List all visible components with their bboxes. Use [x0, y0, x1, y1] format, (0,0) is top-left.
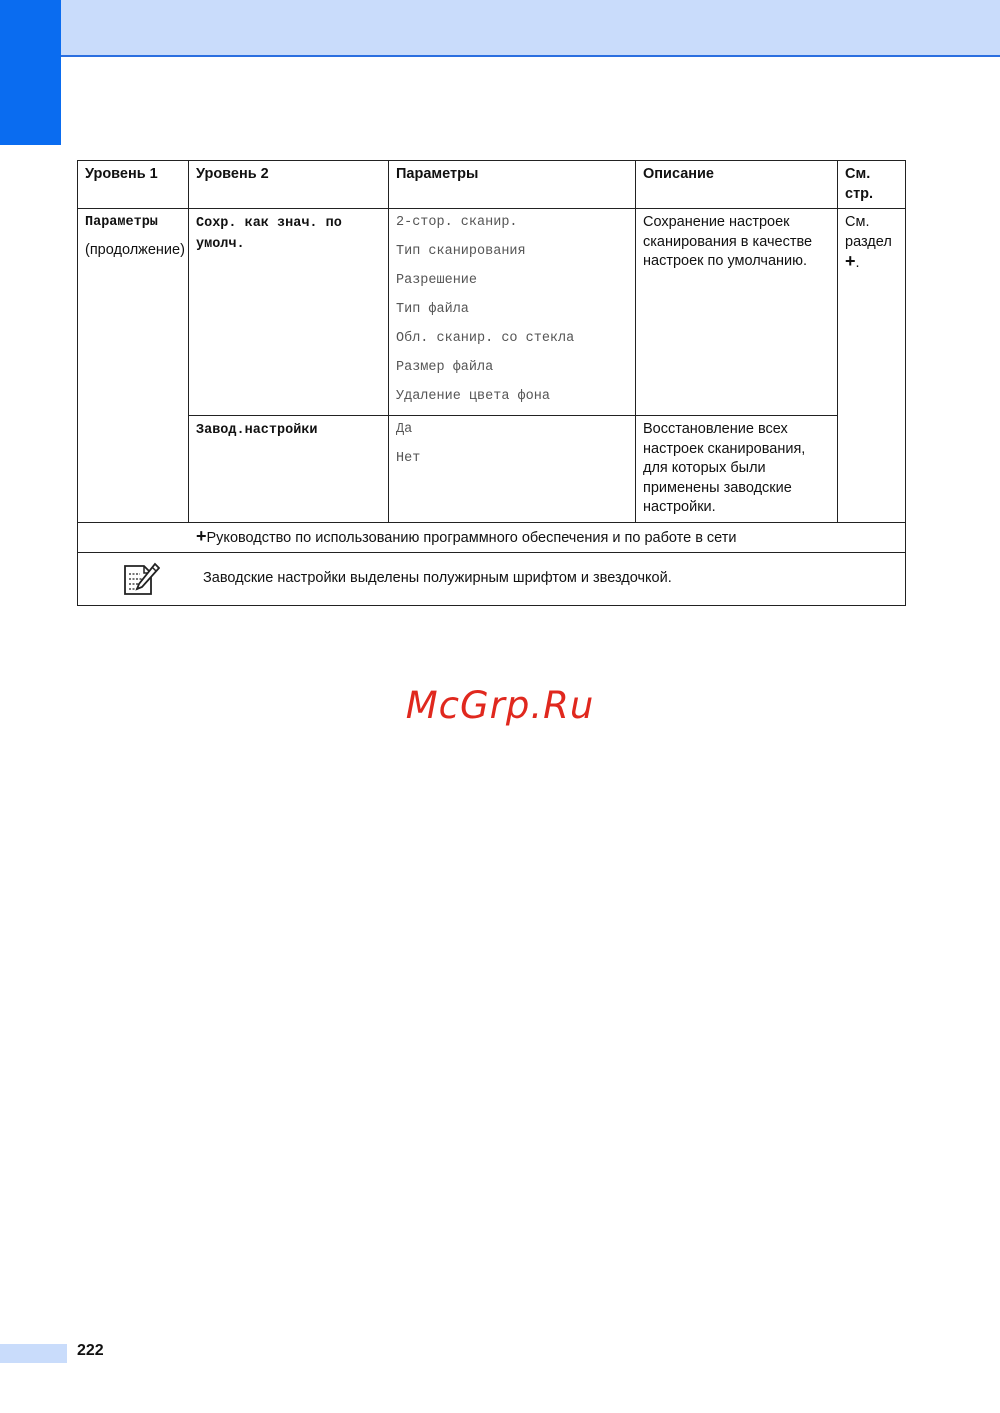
param-option: Нет: [396, 451, 421, 466]
level1-continuation: (продолжение): [85, 241, 185, 258]
note-row: [78, 553, 906, 606]
col-header-level1: Уровень 1: [78, 161, 189, 209]
watermark: McGrp.Ru: [405, 684, 595, 727]
param-option: Обл. сканир. со стекла: [396, 331, 575, 346]
table-header-row: [78, 161, 906, 209]
note-text: Заводские настройки выделены полужирным шрифтом и звездочкой.: [203, 570, 672, 587]
header-band: [0, 0, 1000, 57]
see-page-text: См. раздел: [845, 214, 892, 250]
description-cell: Восстановление всех настроек сканирования, для которых были применены заводские настройки.: [636, 416, 838, 523]
param-option: Удаление цвета фона: [396, 389, 550, 404]
chapter-tab: [0, 0, 61, 145]
col-header-params: Параметры: [389, 161, 636, 209]
level2-cell: [189, 209, 389, 416]
col-header-see-page: См. стр.: [838, 161, 906, 209]
level2-label: Завод.настройки: [196, 423, 318, 438]
note-cell: [78, 553, 906, 606]
level1-label: Параметры: [85, 215, 158, 230]
params-cell: [389, 209, 636, 416]
param-option: Размер файла: [396, 360, 494, 375]
footer-band: [0, 1344, 67, 1363]
footnote-cell: [78, 522, 906, 553]
level2-cell: [189, 416, 389, 523]
see-page-suffix: .: [855, 255, 860, 271]
param-option: 2-стор. сканир.: [396, 215, 518, 230]
page-number: 222: [77, 1342, 104, 1359]
param-option: Да: [396, 422, 413, 437]
settings-table: [77, 160, 906, 606]
param-option: Разрешение: [396, 273, 478, 288]
description-cell: Сохранение настроек сканирования в качестве настроек по умолчанию.: [636, 209, 838, 416]
note-pencil-icon: [85, 561, 197, 597]
param-option: Тип файла: [396, 302, 469, 317]
params-cell: [389, 416, 636, 523]
param-option: Тип сканирования: [396, 244, 526, 259]
table-row: [78, 416, 906, 523]
col-header-description: Описание: [636, 161, 838, 209]
level1-cell: [78, 209, 189, 523]
cross-reference-icon: +: [196, 525, 207, 546]
footnote-row: [78, 522, 906, 553]
level2-label: Сохр. как знач. по умолч.: [196, 216, 342, 252]
table-row: [78, 209, 906, 416]
see-page-cell: [838, 209, 906, 523]
cross-reference-icon: +: [845, 251, 856, 271]
footnote-text: Руководство по использованию программного обеспечения и по работе в сети: [206, 529, 737, 546]
col-header-level2: Уровень 2: [189, 161, 389, 209]
